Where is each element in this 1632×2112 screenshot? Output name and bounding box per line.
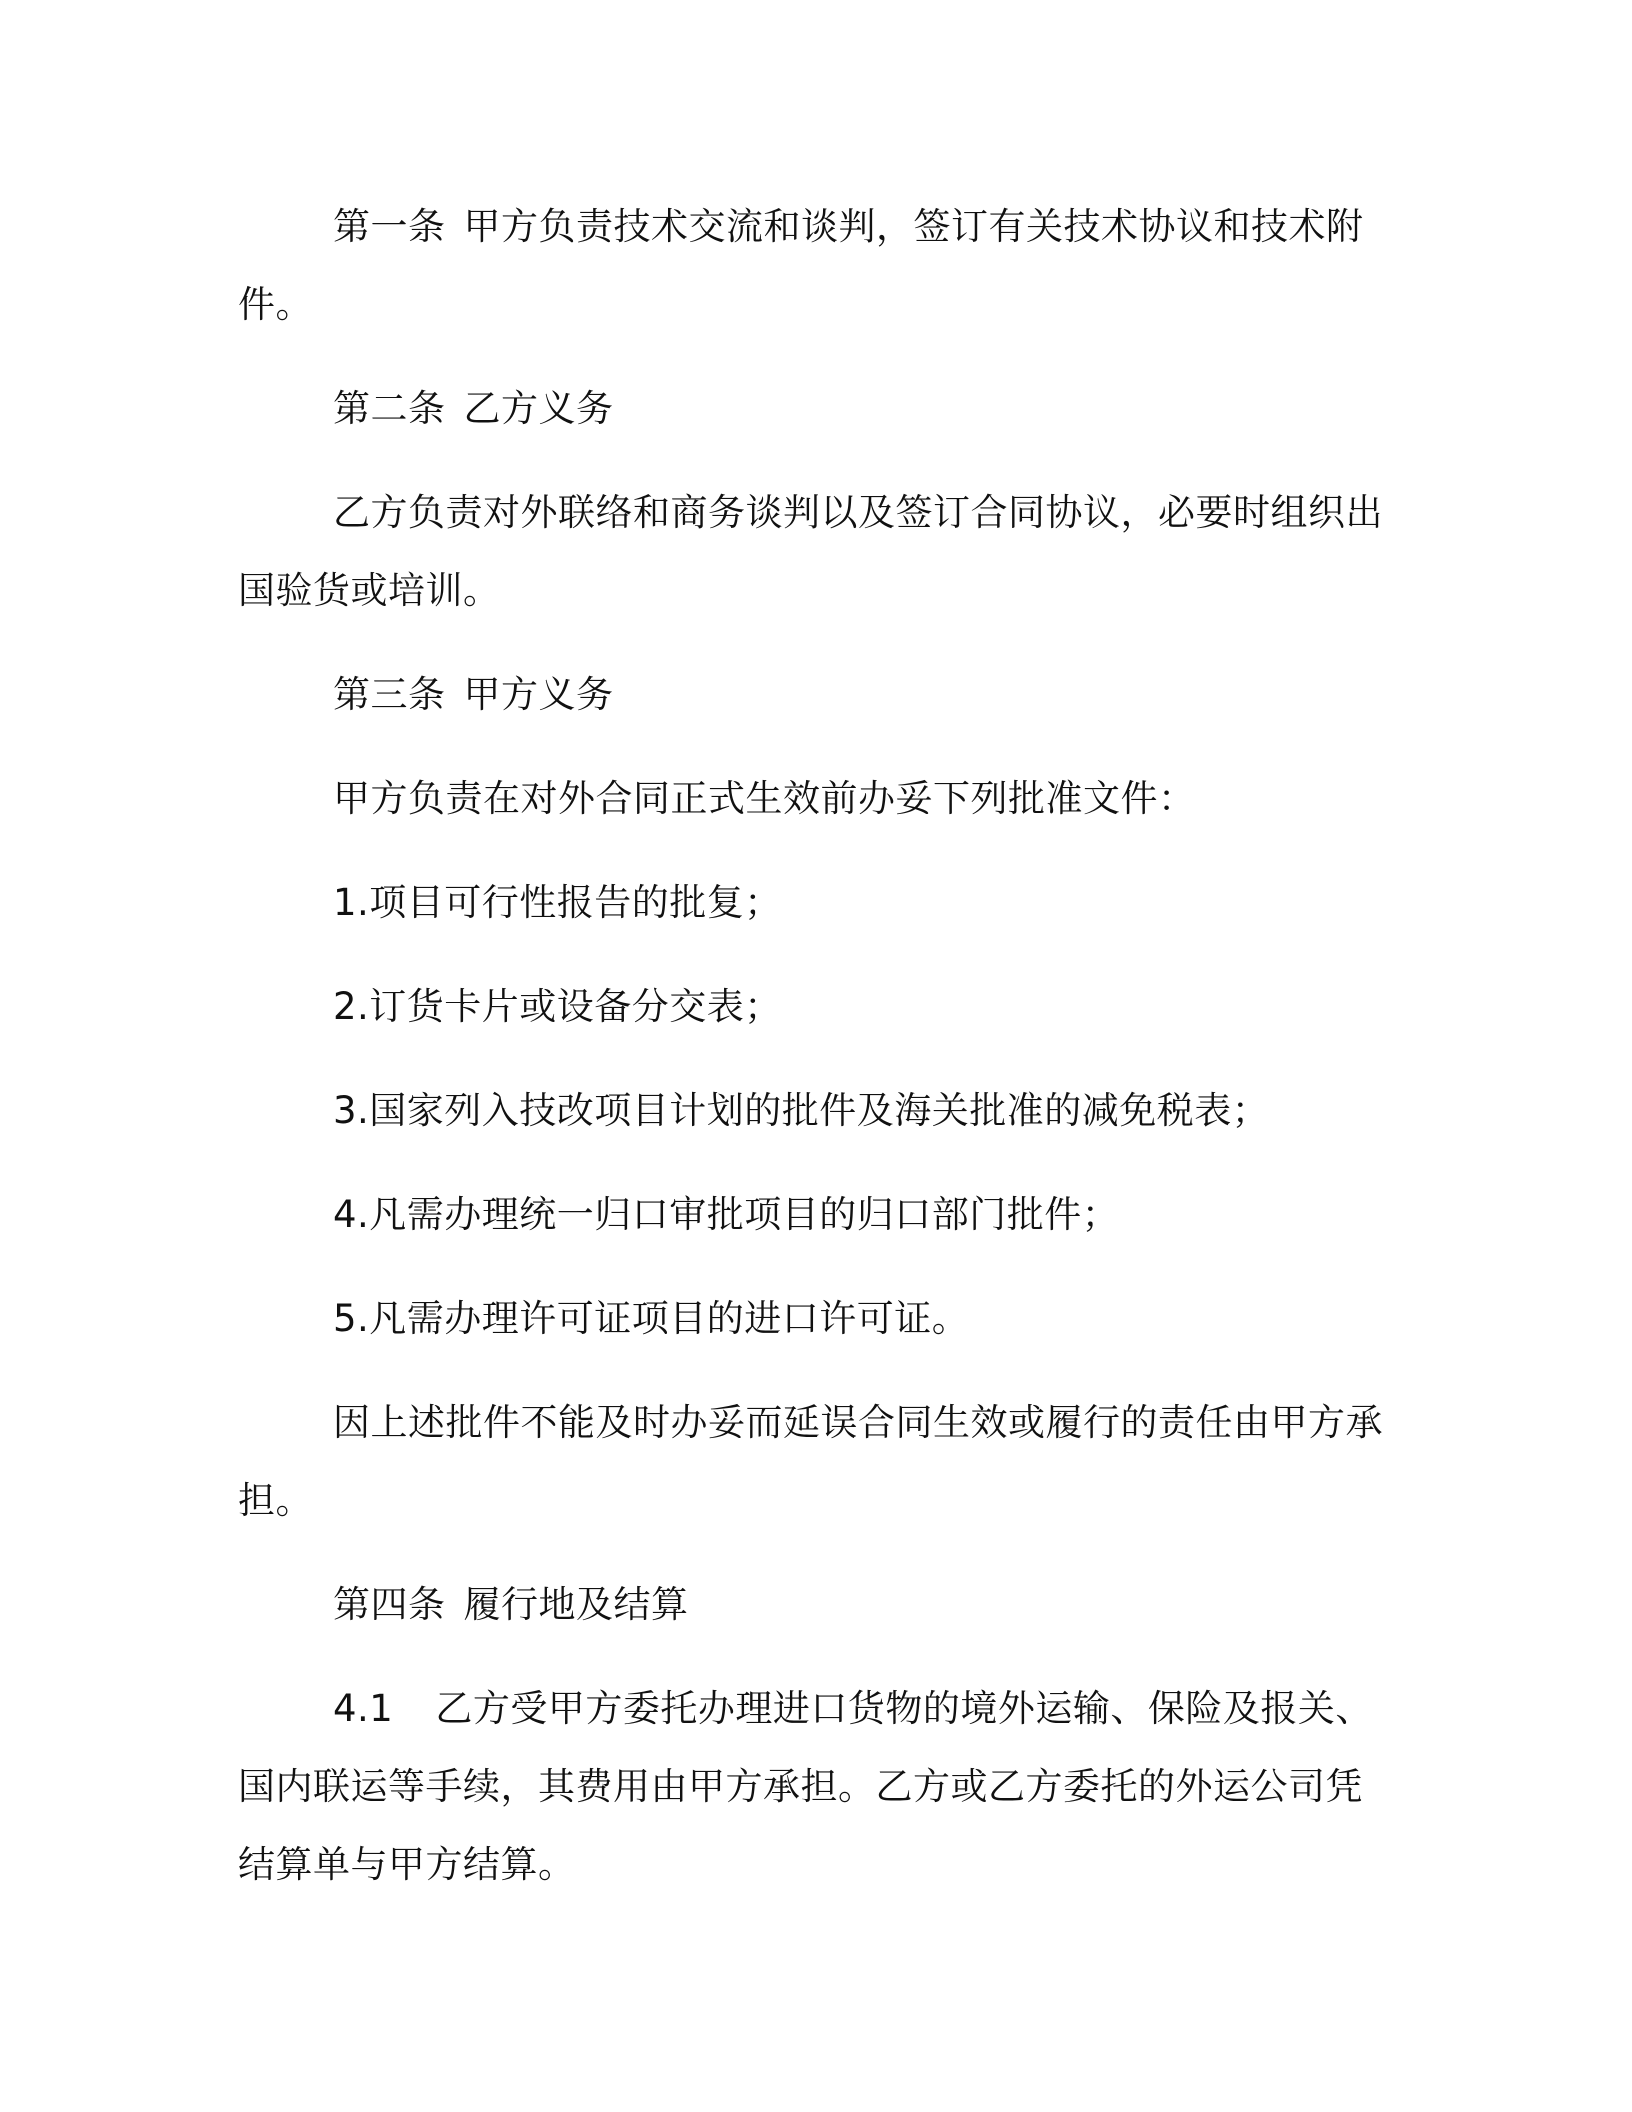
clause-4-1-text: 乙方受甲方委托办理进口货物的境外运输、保险及报关、国内联运等手续，其费用由甲方承担。乙方或乙方委托的外运公司凭结算单与甲方结算。: [238, 1687, 1373, 1886]
list-item: [238, 1176, 1388, 1254]
list-item-3-text: 3.国家列入技改项目计划的批件及海关批准的减免税表；: [333, 1089, 1270, 1132]
party-a-obligations: [238, 760, 1388, 838]
article-2-title: 乙方义务: [463, 387, 614, 430]
article-3-heading: [238, 656, 1388, 734]
list-item: [238, 864, 1388, 942]
article-4-number: 第四条: [333, 1583, 446, 1626]
article-1: [238, 188, 1388, 344]
article-1-text: 甲方负责技术交流和谈判，签订有关技术协议和技术附件。: [238, 205, 1364, 326]
article-3-number: 第三条: [333, 673, 446, 716]
list-item: [238, 1280, 1388, 1358]
list-item: [238, 1072, 1388, 1150]
delay-liability: [238, 1384, 1388, 1540]
delay-liability-text: 因上述批件不能及时办妥而延误合同生效或履行的责任由甲方承担。: [238, 1401, 1383, 1522]
article-4-heading: [238, 1566, 1388, 1644]
document-body: [238, 188, 1388, 1904]
list-item-4-text: 4.凡需办理统一归口审批项目的归口部门批件；: [333, 1193, 1120, 1236]
list-item: [238, 968, 1388, 1046]
article-1-number: 第一条: [333, 205, 446, 248]
list-item-1-text: 1.项目可行性报告的批复；: [333, 881, 782, 924]
party-b-obligations-text: 乙方负责对外联络和商务谈判以及签订合同协议，必要时组织出国验货或培训。: [238, 491, 1383, 612]
party-a-obligations-text: 甲方负责在对外合同正式生效前办妥下列批准文件：: [333, 777, 1196, 820]
clause-4-1-number: 4.1: [333, 1687, 394, 1730]
clause-4-1: [238, 1670, 1388, 1904]
list-item-2-text: 2.订货卡片或设备分交表；: [333, 985, 782, 1028]
article-2-number: 第二条: [333, 387, 446, 430]
article-3-title: 甲方义务: [463, 673, 614, 716]
article-4-title: 履行地及结算: [463, 1583, 689, 1626]
article-2-heading: [238, 370, 1388, 448]
party-b-obligations: [238, 474, 1388, 630]
list-item-5-text: 5.凡需办理许可证项目的进口许可证。: [333, 1297, 970, 1340]
